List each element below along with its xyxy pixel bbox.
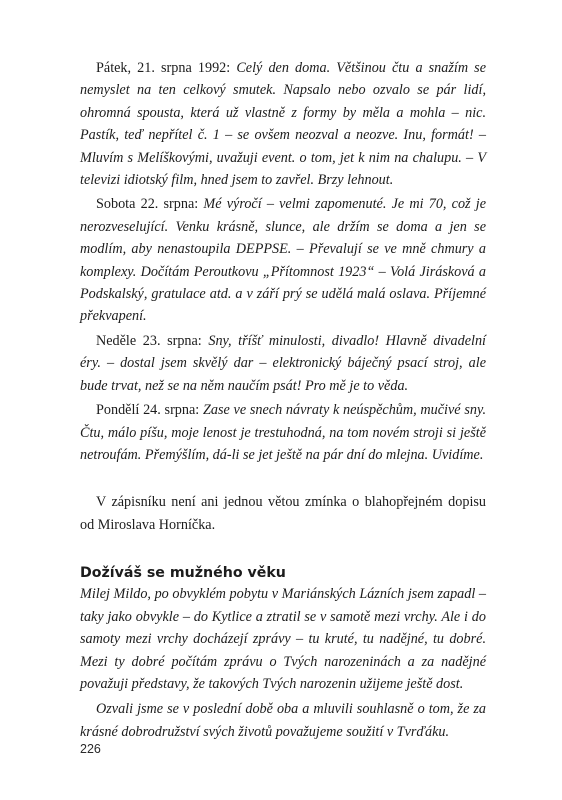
entry-date: Pondělí 24. srpna: xyxy=(96,402,200,419)
entry-text: Zase ve snech návraty k neúspěchům, mučivé sny. Čtu, málo píšu, moje lenost je trestuhodná, na tom novém stroji si ještě netroufám. Přemýšlím, dá-li se jet ještě na pár dní do mlejna. Uvidíme. xyxy=(80,402,487,463)
entry-date: Neděle 23. srpna: xyxy=(96,332,202,349)
letter-paragraph: Milej Mildo, po obvyklém pobytu v Mariánských Lázních jsem zapadl – taky jako obvykle – do Kytlice a ztratil se v samotě mezi vrchy. Ale i do samoty mezi vrchy docházejí zprávy – tu kruté, tu nadějné, tu dobré. Mezi ty dobré počítám zprávu o Tvých narozeninách a za nadějné považuji představy, že takových Tvých narozenin užijeme ještě dost. xyxy=(80,586,486,692)
author-note: V zápisníku není ani jednou větou zmínka o blahopřejném dopisu od Miroslava Horníčka. xyxy=(80,494,486,534)
entry-date: Sobota 22. srpna: xyxy=(96,196,199,213)
diary-entry xyxy=(80,57,486,191)
section-heading: Dožíváš se mužného věku xyxy=(80,565,286,582)
diary-entry xyxy=(80,193,486,327)
entry-text: Mé výročí – velmi zapomenuté. Je mi 70, což je nerozveselující. Venku krásně, slunce, ale držím se doma a jen se modlím, aby nenastoupila DEPPSE. – Převalují se ve mně chmury a komplexy. Dočítám Peroutkovu „Přítomnost 1923“ – Volá Jirásková a Podskalský, gratulace atd. a v září prý se udělá malá oslava. Příjemné překvapení. xyxy=(80,196,487,325)
entry-text: Sny, tříšť minulosti, divadlo! Hlavně divadelní éry. – dostal jsem skvělý dar – elektronický báječný psací stroj, ale bude trvat, než se na něm naučím psát! Pro mě je to věda. xyxy=(80,332,486,394)
letter-paragraph: Ozvali jsme se v poslední době oba a mluvili souhlasně o tom, že za krásné dobrodružství svých životů považujeme soužití v Tvrďáku. xyxy=(80,701,486,740)
entry-date: Pátek, 21. srpna 1992: xyxy=(96,60,231,76)
page-number: 226 xyxy=(80,742,101,756)
diary-entry xyxy=(80,330,486,397)
diary-entry xyxy=(80,399,486,466)
book-page xyxy=(80,57,486,743)
entry-text: Celý den doma. Většinou čtu a snažím se nemyslet na ten celkový smutek. Napsalo nebo ozvalo se pár lidí, ohromná spousta, která už vlastně z formy by měla a mohla – nic. Pastík, teď nepřítel č. 1 – se ovšem neozval a neozve. Inu, formát! – Mluvím s Melíškovými, uvažuji event. o tom, jet k nim na chalupu. – V televizi idiotský film, hned jsem to zavřel. Brzy lehnout. xyxy=(80,60,487,189)
